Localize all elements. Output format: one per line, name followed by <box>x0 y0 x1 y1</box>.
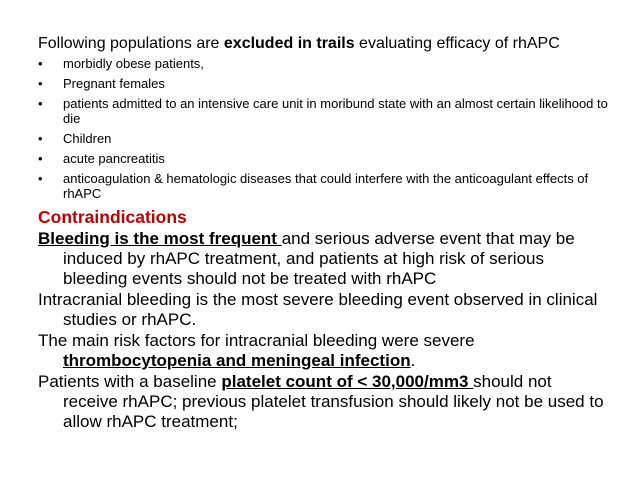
bleeding-emphasis: Bleeding is the most frequent <box>38 229 282 248</box>
list-item: • acute pancreatitis <box>38 151 165 166</box>
bullet-icon: • <box>38 76 43 91</box>
list-item: • Pregnant females <box>38 76 165 91</box>
bullet-icon: • <box>38 171 43 186</box>
slide-content <box>38 34 608 432</box>
intro-prefix: Following populations are <box>38 35 224 52</box>
risk-factors-emphasis: thrombocytopenia and meningeal infection <box>63 351 411 370</box>
bullet-icon: • <box>38 151 43 166</box>
list-item: • Children <box>38 131 112 146</box>
bleeding-paragraph: Bleeding is the most frequent and serious adverse event that may be induced by rhAPC treatment, and patients at high risk of serious bleeding events should not be treated with rhAPC <box>38 229 575 288</box>
platelet-paragraph: Patients with a baseline platelet count of < 30,000/mm3 should not receive rhAPC; previous platelet transfusion should likely not be used to allow rhAPC treatment; <box>38 372 604 431</box>
list-item: • morbidly obese patients, <box>38 56 204 71</box>
list-item: • patients admitted to an intensive care unit in moribund state with an almost certain likelihood to die <box>38 96 608 126</box>
intro-bold: excluded in trails <box>223 35 355 52</box>
platelet-emphasis: platelet count of < 30,000/mm3 <box>221 372 474 391</box>
bullet-icon: • <box>38 56 43 71</box>
exclusion-list <box>38 56 608 201</box>
bullet-icon: • <box>38 96 43 111</box>
risk-factors-paragraph: The main risk factors for intracranial bleeding were severe thrombocytopenia and meningeal infection. <box>38 331 475 370</box>
list-item: • anticoagulation & hematologic diseases that could interfere with the anticoagulant effects of rhAPC <box>38 171 589 201</box>
contraindications-heading: Contraindications <box>38 207 187 227</box>
bullet-icon: • <box>38 131 43 146</box>
intracranial-paragraph: Intracranial bleeding is the most severe bleeding event observed in clinical studies or rhAPC. <box>38 290 598 329</box>
exclusion-intro <box>38 34 608 53</box>
intro-suffix: evaluating efficacy of rhAPC <box>354 35 560 52</box>
